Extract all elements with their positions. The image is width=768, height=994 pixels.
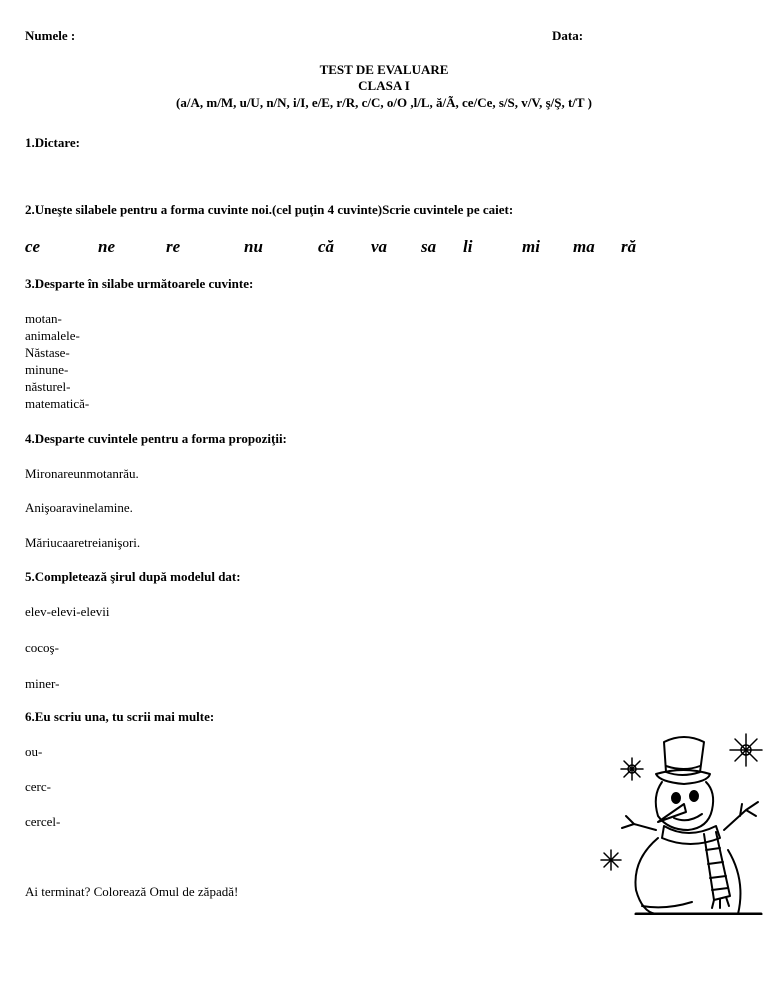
word-item: năsturel-: [25, 379, 71, 394]
ex6-title: 6.Eu scriu una, tu scrii mai multe:: [25, 709, 215, 724]
syllable: sa: [421, 237, 437, 256]
syllable: ce: [25, 237, 41, 256]
syllable: li: [463, 237, 473, 256]
ex3-title: 3.Desparte în silabe următoarele cuvinte:: [25, 276, 254, 291]
syllable: ră: [621, 237, 637, 256]
footer-text: Ai terminat? Colorează Omul de zăpadă!: [25, 884, 239, 899]
word-item: animalele-: [25, 328, 80, 343]
syllable: mi: [522, 237, 540, 256]
sentence-item: Anişoaravinelamine.: [25, 500, 133, 515]
sequence-item: cocoş-: [25, 640, 59, 655]
name-label: Numele :: [25, 28, 76, 43]
sequence-item: miner-: [25, 676, 60, 691]
syllable: re: [166, 237, 181, 256]
plural-item: ou-: [25, 744, 43, 759]
syllable: ma: [573, 237, 595, 256]
syllable: nu: [244, 237, 263, 256]
ex2-title: 2.Uneşte silabele pentru a forma cuvinte noi.(cel puţin 4 cuvinte)Scrie cuvintele pe caiet:: [25, 202, 514, 217]
sentence-item: Măriucaaretreianişori.: [25, 535, 141, 550]
snowman-illustration: [596, 730, 766, 915]
sequence-item: elev-elevi-elevii: [25, 604, 110, 619]
ex1-title: 1.Dictare:: [25, 135, 80, 150]
word-item: motan-: [25, 311, 62, 326]
class-title: CLASA I: [358, 78, 410, 93]
syllable: ne: [98, 237, 115, 256]
snowflake-icon: [730, 734, 762, 766]
ex5-title: 5.Completează şirul după modelul dat:: [25, 569, 241, 584]
word-item: matematică-: [25, 396, 90, 411]
plural-item: cerc-: [25, 779, 51, 794]
word-item: minune-: [25, 362, 69, 377]
syllable: va: [371, 237, 388, 256]
plural-item: cercel-: [25, 814, 61, 829]
snowflake-icon: [601, 850, 621, 870]
word-item: Năstase-: [25, 345, 70, 360]
syllable: că: [318, 237, 335, 256]
sentence-item: Mironareunmotanrău.: [25, 466, 139, 481]
letters-list: (a/A, m/M, u/U, n/N, i/I, e/E, r/R, c/C, o/O ,l/L, ă/Ã, ce/Ce, s/S, v/V, ş/Ş, t/T ): [176, 95, 592, 110]
test-title: TEST DE EVALUARE: [319, 62, 449, 77]
snowflake-icon: [621, 758, 643, 780]
date-label: Data:: [552, 28, 584, 43]
ex4-title: 4.Desparte cuvintele pentru a forma propoziţii:: [25, 431, 287, 446]
